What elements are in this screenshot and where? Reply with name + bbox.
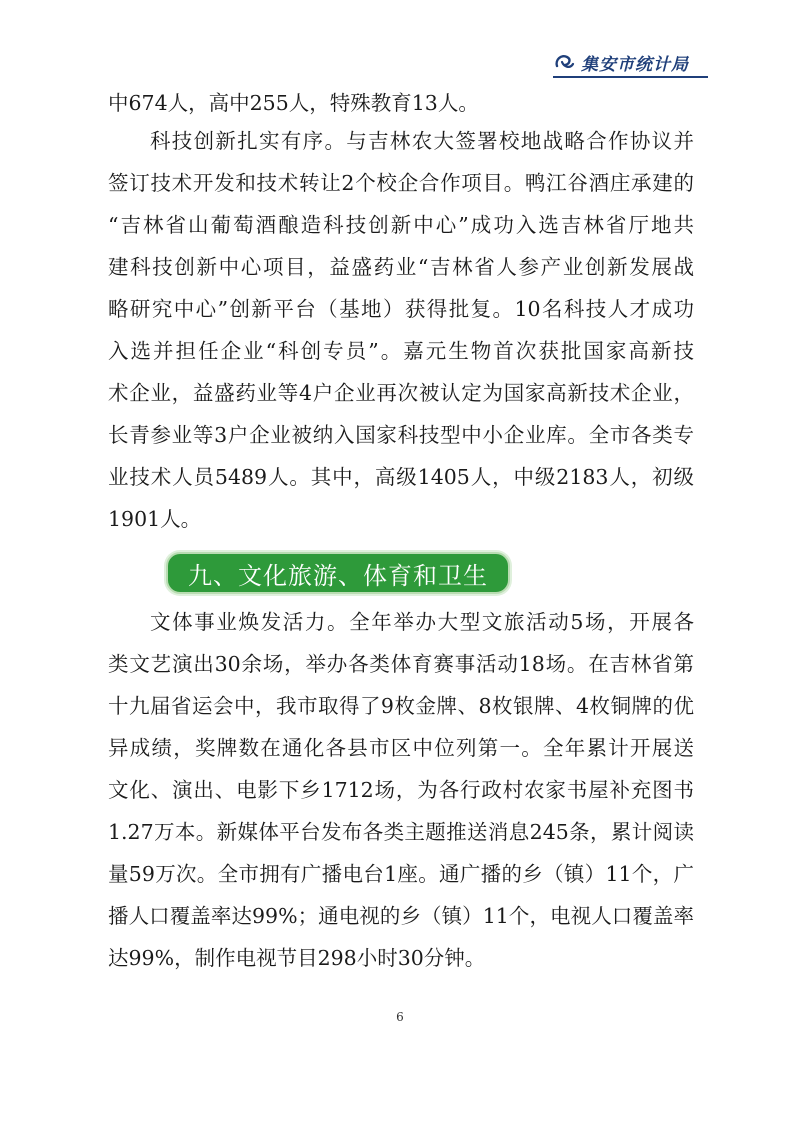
paragraph-tech-innovation [108, 120, 694, 540]
section-heading-banner [166, 552, 510, 594]
text-line: 类文艺演出30余场，举办各类体育赛事活动18场。在吉林省第 [108, 652, 694, 676]
section-title: 九、文化旅游、体育和卫生 [188, 561, 488, 590]
text-line: 签订技术开发和技术转让2个校企合作项目。鸭江谷酒庄承建的 [108, 171, 694, 195]
text-line: 1.27万本。新媒体平台发布各类主题推送消息245条，累计阅读 [108, 820, 694, 844]
text-line: 长青参业等3户企业被纳入国家科技型中小企业库。全市各类专 [108, 423, 694, 447]
text-line: 略研究中心”创新平台（基地）获得批复。10名科技人才成功 [108, 297, 694, 321]
text-line: 建科技创新中心项目，益盛药业“吉林省人参产业创新发展战 [108, 255, 694, 279]
text-line: 科技创新扎实有序。与吉林农大签署校地战略合作协议并 [150, 129, 694, 153]
text-line: 文体事业焕发活力。全年举办大型文旅活动5场，开展各 [150, 610, 694, 634]
org-name: 集安市统计局 [581, 54, 689, 75]
text-line: 十九届省运会中，我市取得了9枚金牌、8枚银牌、4枚铜牌的优 [108, 694, 694, 718]
text-line: 文化、演出、电影下乡1712场，为各行政村农家书屋补充图书 [108, 778, 694, 802]
text-line: “吉林省山葡萄酒酿造科技创新中心”成功入选吉林省厅地共 [108, 213, 694, 237]
text-line: 异成绩，奖牌数在通化各县市区中位列第一。全年累计开展送 [108, 736, 694, 760]
paragraph-culture-sports [108, 601, 694, 979]
page-header [553, 48, 708, 78]
text-line: 入选并担任企业“科创专员”。嘉元生物首次获批国家高新技 [108, 339, 694, 363]
text-line: 业技术人员5489人。其中，高级1405人，中级2183人，初级 [108, 465, 694, 489]
text-line: 术企业，益盛药业等4户企业再次被认定为国家高新技术企业， [108, 381, 694, 405]
bureau-logo-icon [553, 52, 575, 72]
page-number: 6 [396, 1010, 404, 1024]
paragraph-education-end [108, 82, 694, 124]
text-line: 量59万次。全市拥有广播电台1座。通广播的乡（镇）11个，广 [108, 862, 694, 886]
text-line: 达99%，制作电视节目298小时30分钟。 [108, 946, 486, 970]
text-line: 播人口覆盖率达99%；通电视的乡（镇）11个，电视人口覆盖率 [108, 904, 694, 928]
text-line: 中674人，高中255人，特殊教育13人。 [108, 91, 479, 115]
text-line: 1901人。 [108, 507, 202, 531]
